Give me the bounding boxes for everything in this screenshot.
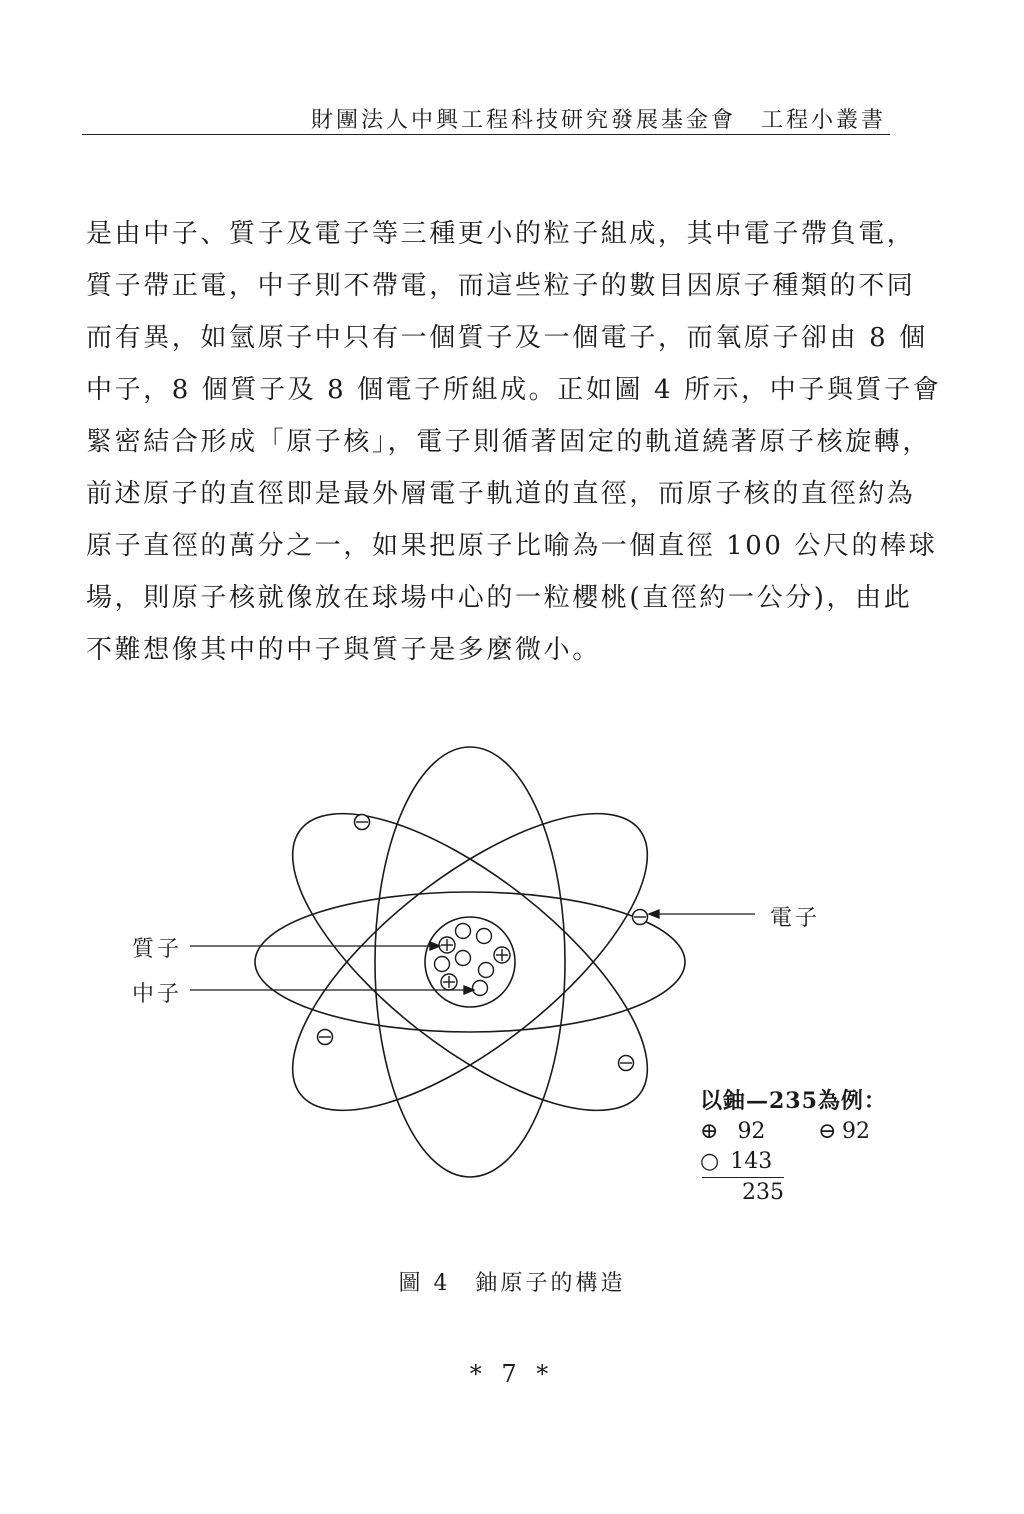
electron-label: 電子 — [770, 906, 821, 931]
text-line: 不難想像其中的中子與質子是多麼微小。 — [86, 635, 601, 665]
proton-label: 質子 — [132, 937, 183, 962]
proton-symbol: ⊕ — [700, 1119, 719, 1144]
text-line: 前述原子的直徑即是最外層電子軌道的直徑，而原子核的直徑約為 — [86, 479, 916, 509]
electron-count: 92 — [842, 1119, 870, 1144]
neutron-count: 143 — [730, 1149, 773, 1174]
text-line: 中子，8 個質子及 8 個電子所組成。正如圖 4 所示，中子與質子會 — [86, 375, 942, 405]
text-line: 原子直徑的萬分之一，如果把原子比喻為一個直徑 100 公尺的棒球 — [86, 531, 938, 561]
nucleus-particles — [435, 924, 511, 996]
page-number: * 7 * — [469, 1360, 555, 1388]
neutron-label: 中子 — [132, 982, 183, 1007]
neutron-particle — [477, 929, 492, 944]
running-header: 財團法人中興工程科技研究發展基金會 工程小叢書 — [310, 108, 886, 133]
neutron-particle — [473, 981, 488, 996]
neutron-symbol: ○ — [700, 1149, 720, 1174]
electron-symbol: ⊖ — [818, 1119, 837, 1144]
legend-row-proton-electron — [700, 1117, 887, 1147]
legend-row-neutron — [700, 1147, 887, 1177]
uranium-legend — [700, 1085, 887, 1208]
text-line: 而有異，如氫原子中只有一個質子及一個電子，而氧原子卻由 8 個 — [86, 323, 928, 353]
text-line: 緊密結合形成「原子核」，電子則循著固定的軌道繞著原子核旋轉， — [86, 427, 932, 457]
figure-caption: 圖 4 鈾原子的構造 — [398, 1271, 626, 1296]
proton-count: 92 — [737, 1119, 766, 1144]
text-line: 質子帶正電，中子則不帶電，而這些粒子的數目因原子種類的不同 — [86, 271, 916, 301]
text-line: 是由中子、質子及電子等三種更小的粒子組成，其中電子帶負電， — [86, 219, 916, 249]
neutron-particle — [479, 963, 494, 978]
text-line: 場，則原子核就像放在球場中心的一粒櫻桃(直徑約一公分)，由此 — [86, 583, 913, 613]
neutron-particle — [456, 924, 471, 939]
legend-title: 以鈾—235為例： — [700, 1088, 887, 1114]
legend-total: 235 — [702, 1177, 784, 1208]
neutron-particle — [456, 951, 471, 966]
neutron-particle — [435, 957, 450, 972]
